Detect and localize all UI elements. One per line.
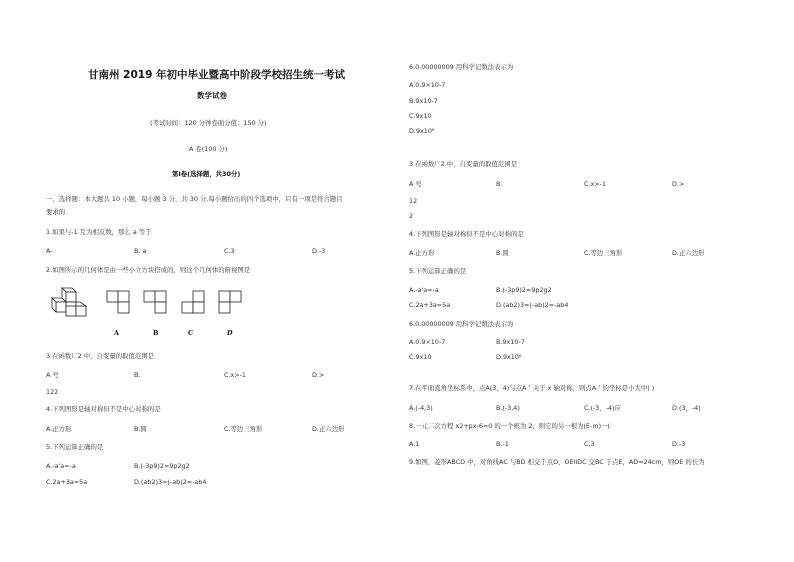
- question-1-stem: 1.如果与-1 互为相反数，那么 a 等于: [46, 228, 152, 236]
- question-4-option-a: A.正方形: [46, 425, 72, 433]
- figure-label-d: D: [227, 329, 233, 337]
- question-8-option-a: A.1: [409, 440, 420, 448]
- question-6b-option-a: A.0.9×10-7: [409, 338, 446, 346]
- question-9-stem: 9.如图，菱形ABCD 中，对角线AC 与BD 相交于点O，OEilDC 交BC 于点E，AD=24cm，则OE 的长为: [409, 458, 705, 466]
- question-3-option-a: A 号: [46, 371, 59, 379]
- figure-label-c: C: [188, 329, 194, 337]
- question-1-option-a: A-: [46, 247, 53, 255]
- question-6a-option-a: A.0.9×10-7: [409, 81, 446, 89]
- question-1-option-b: B. a: [134, 247, 147, 255]
- question-2-stem: 2.如图所示的几何体是由一些小立方块搭成的，则这个几何体的俯视图是: [46, 266, 251, 274]
- question-5-stem: 5.下列运算正确的是: [46, 443, 104, 451]
- question-4-option-b: B.圆: [134, 425, 147, 433]
- question-7-option-b: B.(-3,4): [496, 404, 520, 412]
- question-5b-stem: 5.下列运算正确的是: [409, 267, 467, 275]
- question-8-option-d: D.-3: [672, 440, 686, 448]
- question-4b-option-c: C.等边三角形: [584, 249, 623, 257]
- question-7-option-a: A.(-4,3): [409, 404, 433, 412]
- question-8-stem: 8.一元二次方程 x2+px-6=0 的一个根为 2，则它的另一根为(E-m)一(: [409, 422, 610, 430]
- question-3-option-c: C.x>-1: [224, 371, 247, 379]
- option-a-top-view: [106, 290, 132, 314]
- option-b-top-view: [143, 290, 169, 314]
- question-4-stem: 4.下列图形是轴对称但不是中心对称的是: [46, 405, 161, 413]
- instructions-line-1: 一、选择题：本大题共 10 小题，每小题 3 分，共 30 分.每小题给出的四个选项中，只有一项是符合题目: [46, 195, 343, 203]
- figure-label-a: A: [114, 329, 119, 337]
- question-3-stem: 3 在函数厂2 中，自变量的取值范围是: [46, 352, 155, 360]
- question-4b-stem: 4.下列图形是轴对称但不是中心对称的是: [409, 230, 524, 238]
- cube-solid-figure: [50, 286, 90, 320]
- question-6b-option-d: D.9x10⁸: [496, 353, 522, 361]
- question-7-option-c: C.(-3，-4)应: [584, 404, 622, 412]
- question-7-option-d: D.(3，-4): [672, 404, 701, 412]
- question-6b-option-b: B.9x10-7: [496, 338, 525, 346]
- question-5-option-c: C.2a+3a=5a: [46, 478, 88, 486]
- question-4-option-d: D.正六边形: [312, 425, 345, 433]
- exam-subject: 数学试卷: [197, 91, 227, 100]
- question-6a-stem: 6.0.00000009 用科学记数法表示为: [409, 63, 514, 71]
- question-4-option-c: C.等边三角形: [224, 425, 263, 433]
- part-one-heading: 第Ⅰ卷(选择题，共30分): [172, 170, 241, 178]
- question-6a-option-c: C.9x10: [409, 112, 432, 120]
- exam-info: (考试时间：120 分钟卷面分值：150 分): [150, 119, 267, 127]
- question-5b-option-c: C.2a+3a=5a: [409, 301, 451, 309]
- question-3-option-b: B.: [134, 371, 141, 379]
- question-3b-option-d: D.>: [672, 180, 685, 188]
- question-3b-extra-1: 12: [409, 197, 418, 205]
- question-3b-extra-2: 2: [409, 212, 414, 220]
- option-d-top-view: [218, 290, 244, 314]
- question-1-option-c: C.3: [224, 247, 235, 255]
- question-7-stem: 7.在平面直角坐标系中，点A(3，4)与点A＇关于 x 轴对称，则点A＇的坐标是小大中( ): [409, 384, 655, 392]
- question-5-option-d: D.(ab2)3=(-ab)2=-ab4: [134, 478, 207, 486]
- question-4b-option-b: B.圆: [496, 249, 509, 257]
- question-3b-option-c: C.x>-1: [584, 180, 607, 188]
- question-5-option-a: A.-a'a=-a: [46, 462, 76, 470]
- question-6a-option-b: B.9x10-7: [409, 97, 438, 105]
- question-4b-option-d: D.正六边形: [672, 249, 705, 257]
- question-3b-stem: 3 在函数厂2 中，自变量的取值范围是: [409, 160, 518, 168]
- question-8-option-c: C.3: [584, 440, 595, 448]
- question-3-extra: 122: [46, 388, 59, 396]
- paper-a-label: A 卷(100 分): [189, 145, 228, 153]
- question-8-option-b: B.-1: [496, 440, 509, 448]
- option-c-top-view: [181, 290, 207, 314]
- question-1-option-d: D.-3: [312, 247, 326, 255]
- exam-title: 甘南州 2019 年初中毕业暨高中阶段学校招生统一考试: [88, 69, 346, 81]
- question-6a-option-d: D.9x10⁸: [409, 127, 435, 135]
- question-4b-option-a: A.正方形: [409, 249, 435, 257]
- question-5b-option-d: D.(ab2)3=(-ab)2=-ab4: [496, 301, 569, 309]
- question-5-option-b: B.(-3p9)2=9p2g2: [134, 462, 190, 470]
- question-6b-stem: 6.0.00000009 用科学记数法表示为: [409, 320, 514, 328]
- question-2-figures: [50, 286, 250, 320]
- question-6b-option-c: C.9x10: [409, 353, 432, 361]
- question-3b-option-b: B.: [496, 180, 503, 188]
- question-3-option-d: D.>: [312, 371, 325, 379]
- figure-label-b: B: [153, 329, 159, 337]
- instructions-line-2: 要求的.: [46, 208, 68, 216]
- question-3b-option-a: A 号: [409, 180, 422, 188]
- question-5b-option-a: A.-a'a=-a: [409, 286, 439, 294]
- question-5b-option-b: B.(-3p9)2=9p2g2: [496, 286, 552, 294]
